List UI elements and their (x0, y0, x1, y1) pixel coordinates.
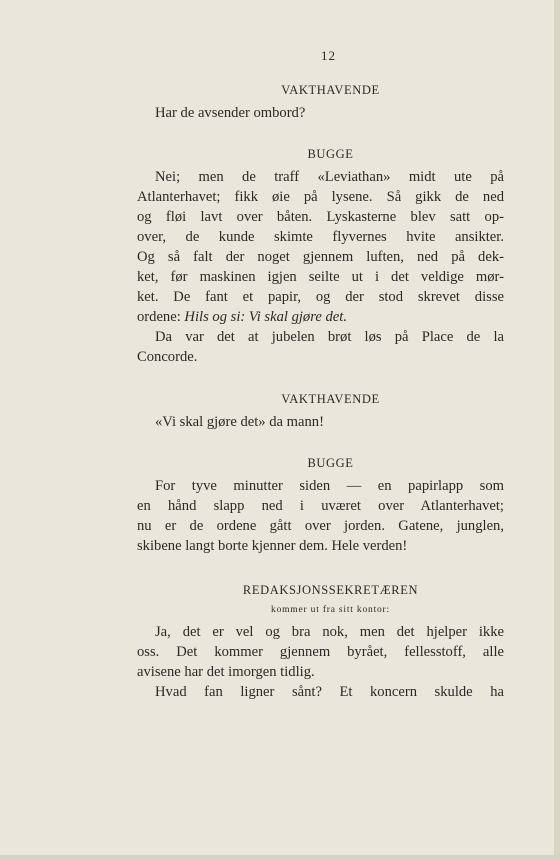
speaker-name: VAKTHAVENDE (281, 392, 380, 406)
speaker-name: BUGGE (307, 147, 354, 161)
dialogue-line: og fløi lavt over båten. Lyskasterne blev satt op- (137, 209, 504, 225)
dialogue-line: ket. De fant et papir, og der stod skrevet disse (137, 289, 504, 305)
dialogue-line: nu er de ordene gått over jorden. Gatene, junglen, (137, 518, 504, 534)
dialogue-line: Hvad fan ligner sånt? Et koncern skulde ha (155, 684, 504, 700)
dialogue-line: Har de avsender ombord? (155, 105, 306, 121)
dialogue-paragraph (137, 412, 504, 432)
dialogue-paragraph (137, 103, 504, 123)
dialogue-line: Da var det at jubelen brøt løs på Place de la (155, 329, 504, 345)
page-number: 12 (321, 48, 336, 63)
dialogue-line: oss. Det kommer gjennem byrået, fellesstoff, alle (137, 644, 504, 660)
dialogue-paragraph (137, 167, 504, 367)
dialogue-line: Concorde. (137, 349, 198, 365)
dialogue-line-with-quote (137, 307, 504, 327)
dialogue-line-lead: ordene: (137, 309, 185, 325)
italic-quote: Hils og si: Vi skal gjøre det. (184, 309, 347, 325)
dialogue-line: avisene har det imorgen tidlig. (137, 664, 315, 680)
page-text (137, 46, 504, 702)
dialogue-line: over, de kunde skimte flyvernes hvite ansikter. (137, 229, 504, 245)
dialogue-paragraph (137, 476, 504, 556)
dialogue-paragraph (137, 622, 504, 702)
dialogue-line: Atlanterhavet; fikk øie på lysene. Så gikk de ned (137, 189, 504, 205)
speaker-name: REDAKSJONSSEKRETÆREN (242, 583, 419, 597)
stage-direction: kommer ut fra sitt kontor: (271, 605, 390, 615)
dialogue-line: «Vi skal gjøre det» da mann! (155, 414, 324, 430)
speaker-name: VAKTHAVENDE (281, 83, 380, 97)
page-bottom-edge (0, 855, 560, 860)
dialogue-line: skibene langt borte kjenner dem. Hele verden! (137, 538, 408, 554)
dialogue-line: ket, før maskinen igjen seilte ut i det veldige mør- (137, 269, 504, 285)
speaker-name: BUGGE (307, 456, 354, 470)
page-edge (554, 0, 560, 860)
dialogue-line: Og så falt der noget gjennem luften, ned på dek- (137, 249, 504, 265)
dialogue-line: For tyve minutter siden — en papirlapp som (155, 478, 504, 494)
dialogue-line: Ja, det er vel og bra nok, men det hjelper ikke (155, 624, 504, 640)
dialogue-line: en hånd slapp ned i uværet over Atlanterhavet; (137, 498, 504, 514)
dialogue-line: Nei; men de traff «Leviathan» midt ute på (155, 169, 504, 185)
